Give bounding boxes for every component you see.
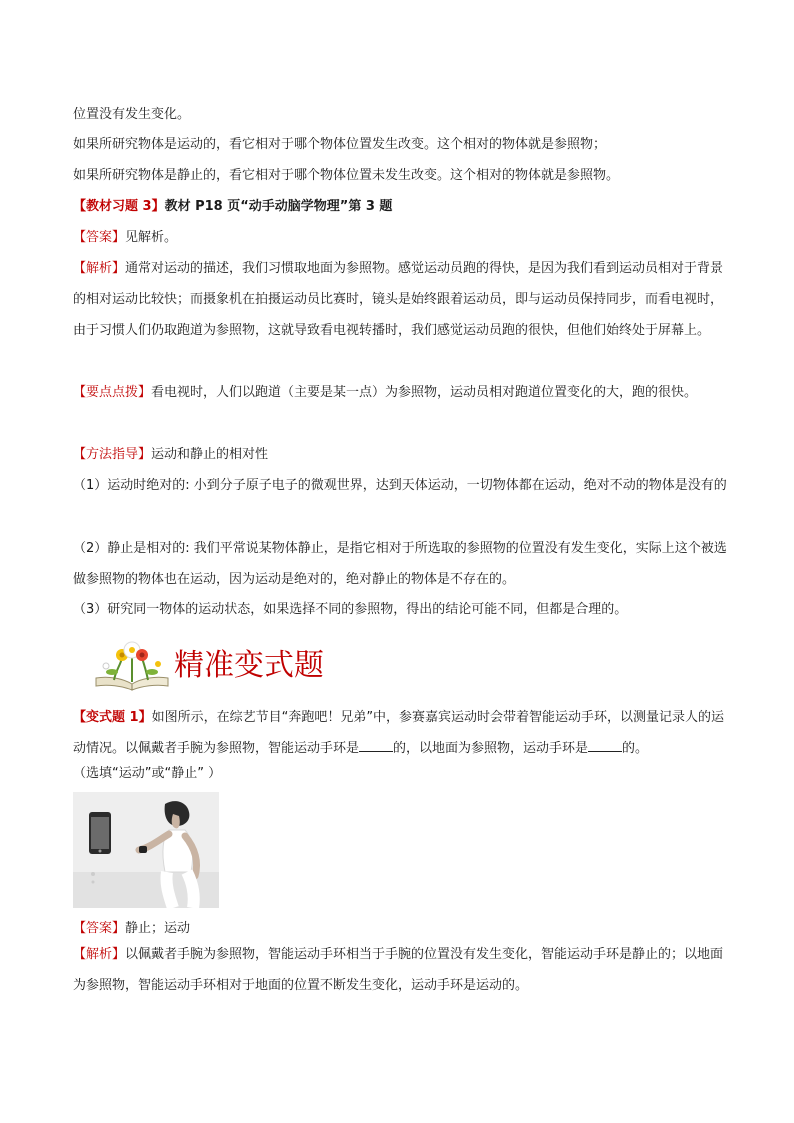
variant-tag: 【变式题 1】 bbox=[73, 710, 152, 725]
analysis-text: 通常对运动的描述，我们习惯取地面为参照物。感觉运动员跑的得快，是因为我们看到运动员相对于背景的相对运动比较快；而摄象机在拍摄运动员比赛时，镜头是始终跟着运动员，即与运动员保持同步，而看电视时，由于习惯人们仍取跑道为参照物，这就导致看电视转播时，我们感觉运动员跑的很快，但他们始终处于屏幕上。 bbox=[73, 261, 724, 338]
paragraph: 位置没有发生变化。 bbox=[73, 107, 191, 122]
analysis-paragraph bbox=[73, 939, 733, 1001]
analysis-text: 以佩戴者手腕为参照物，智能运动手环相当于手腕的位置没有发生变化，智能运动手环是静止的；以地面为参照物，智能运动手环相对于地面的位置不断发生变化，运动手环是运动的。 bbox=[73, 947, 724, 993]
variant-text-b: 的，以地面为参照物，运动手环是 bbox=[393, 741, 589, 756]
analysis-tag: 【解析】 bbox=[73, 261, 126, 276]
answer-tag: 【答案】 bbox=[73, 921, 126, 936]
variant-text-c: 的。 bbox=[622, 741, 649, 756]
open-book-with-flowers-icon bbox=[92, 640, 172, 692]
exercise-tag: 【教材习题 3】 bbox=[73, 199, 165, 214]
answer-text: 静止；运动 bbox=[125, 921, 191, 936]
answer-blank bbox=[359, 739, 393, 752]
answer-blank bbox=[588, 739, 622, 752]
analysis-tag: 【解析】 bbox=[73, 947, 126, 962]
variant-hint: （选填“运动”或“静止” ） bbox=[73, 766, 222, 781]
answer-line bbox=[73, 917, 733, 940]
variant-text-a: 如图所示，在综艺节目“奔跑吧！兄弟”中，参赛嘉宾运动时会带着智能运动手环，以测量记录人的运动情况。以佩戴者手腕为参照物，智能运动手环是 bbox=[73, 710, 725, 756]
method-item: （1）运动时绝对的: 小到分子原子电子的微观世界，达到天体运动，一切物体都在运动，绝对不动的物体是没有的 bbox=[73, 478, 727, 493]
keypoint-paragraph bbox=[73, 377, 733, 408]
variant-question bbox=[73, 702, 733, 764]
keypoint-tag: 【要点点拨】 bbox=[73, 385, 152, 400]
method-item: （3）研究同一物体的运动状态，如果选择不同的参照物，得出的结论可能不同，但都是合理的。 bbox=[73, 602, 628, 617]
answer-line bbox=[73, 226, 733, 249]
section-banner bbox=[92, 640, 392, 692]
method-tag: 【方法指导】 bbox=[73, 447, 152, 462]
answer-text: 见解析。 bbox=[125, 230, 178, 245]
section-title: 精准变式题 bbox=[174, 648, 324, 683]
woman-running-with-phone-image bbox=[73, 792, 219, 908]
method-text: 运动和静止的相对性 bbox=[151, 447, 269, 462]
method-item: （2）静止是相对的: 我们平常说某物体静止，是指它相对于所选取的参照物的位置没有发生变化，实际上这个被选做参照物的物体也在运动，因为运动是绝对的，绝对静止的物体是不存在的。 bbox=[73, 541, 727, 587]
keypoint-text: 看电视时，人们以跑道（主要是某一点）为参照物，运动员相对跑道位置变化的大，跑的很快。 bbox=[151, 385, 698, 400]
paragraph: 如果所研究物体是运动的，看它相对于哪个物体位置发生改变。这个相对的物体就是参照物； bbox=[73, 137, 607, 152]
method-heading bbox=[73, 443, 733, 466]
analysis-paragraph bbox=[73, 253, 733, 346]
exercise-heading bbox=[73, 195, 733, 218]
answer-tag: 【答案】 bbox=[73, 230, 126, 245]
paragraph: 如果所研究物体是静止的，看它相对于哪个物体位置未发生改变。这个相对的物体就是参照物。 bbox=[73, 168, 620, 183]
exercise-source: 教材 P18 页“动手动脑学物理”第 3 题 bbox=[164, 199, 393, 214]
